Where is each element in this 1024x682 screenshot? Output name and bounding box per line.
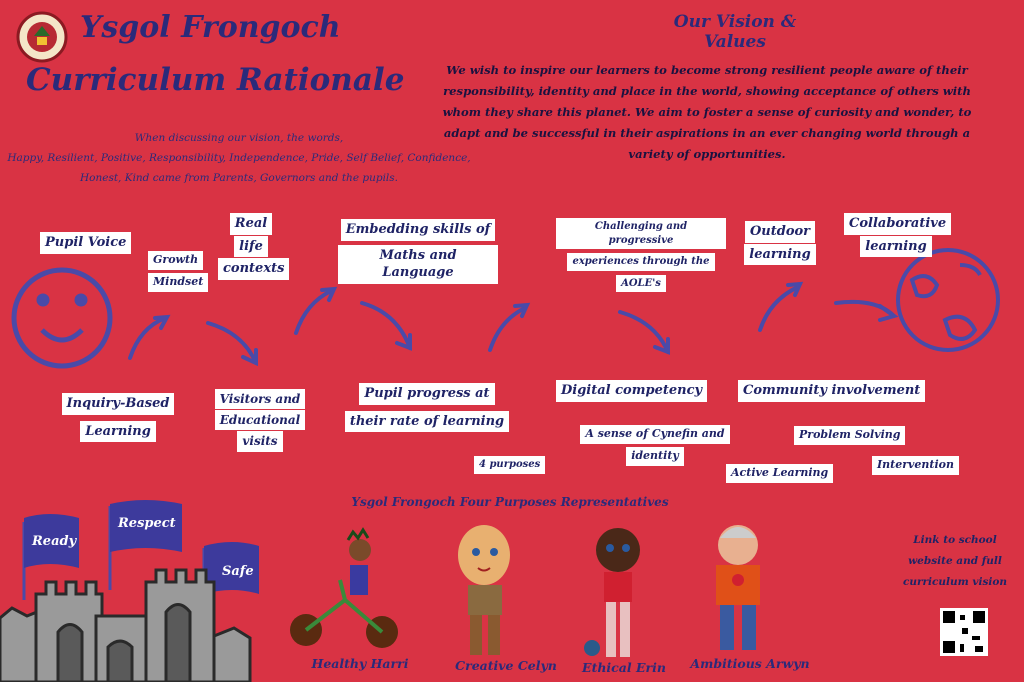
label-collab-line-1: Collaborative [844,213,951,235]
label-contexts: contexts [218,258,289,280]
name-creative-celyn: Creative Celyn [455,658,557,673]
label-collab-line-2: learning [860,236,931,258]
flag-respect: Respect [118,516,176,531]
label-visitors-visits [212,388,308,452]
school-website-link[interactable] [900,530,1010,593]
label-embedding-line-1: Embedding skills of [341,219,495,241]
castle-image [0,570,250,682]
label-active-learning: Active Learning [726,464,833,483]
label-outdoor-learning [744,220,816,265]
label-embedding-line-2: Maths and Language [338,245,498,284]
values-words-line-2: Happy, Resilient, Positive, Responsibility, Independence, Pride, Self Belief, Confidence, [7,152,471,164]
label-visitors-line-3: visits [237,431,282,451]
label-challenging-line-3: AOLE's [616,275,666,293]
label-outdoor-line-1: Outdoor [745,221,815,243]
label-challenging-line-2: experiences through the [567,253,714,271]
globe-icon [898,250,998,350]
name-healthy-harri: Healthy Harri [311,656,409,671]
label-pupil-progress [342,382,512,432]
label-outdoor-line-2: learning [744,244,815,266]
label-pupil-voice: Pupil Voice [40,232,131,254]
label-cynefin [580,422,730,466]
label-4-purposes: 4 purposes [474,456,545,474]
label-progress-line-1: Pupil progress at [359,383,494,405]
label-community-involvement: Community involvement [738,380,925,402]
flag-safe: Safe [222,564,254,579]
vision-heading [640,12,830,52]
label-challenging-experiences [556,218,726,292]
label-digital-competency: Digital competency [556,380,707,402]
flow-arrows [130,284,894,363]
label-real: Real [230,213,272,235]
values-words-line-1: When discussing our vision, the words, [134,132,344,144]
label-problem-solving: Problem Solving [794,426,905,445]
ambitious-arwyn-drawing [716,525,760,650]
values-words [4,128,474,188]
label-mindset: Mindset [148,273,208,292]
label-life: life [234,236,268,258]
representatives-heading: Ysgol Frongoch Four Purposes Representatives [351,495,669,509]
title-line-2: Curriculum Rationale [26,62,405,98]
qr-code-image [940,608,988,656]
label-visitors-line-2: Educational [215,410,306,430]
values-words-line-3: Honest, Kind came from Parents, Governors and the pupils. [79,172,399,184]
vision-heading-line-1: Our Vision & [673,12,797,32]
title-line-1: Ysgol Frongoch [80,10,341,45]
healthy-harri-drawing [290,530,398,648]
label-real-life-contexts [218,212,284,280]
link-line-1: Link to school [913,534,997,546]
label-inquiry-line-1: Inquiry-Based [62,393,175,415]
ethical-erin-drawing [584,528,640,657]
vision-heading-line-2: Values [704,32,766,52]
label-growth: Growth [148,251,203,270]
label-growth-mindset [148,248,208,292]
label-challenging-line-1: Challenging and progressive [556,218,726,249]
vision-text: We wish to inspire our learners to become strong resilient people aware of their responsibility, identity and place in the world, showing acceptance of others with whom they share this planet. We aim to foster a sense of curiosity and wonder, to adapt and be successful in their aspirations in an ever changing world through a variety of opportunities. [442,63,972,161]
label-embedding-skills [338,218,498,284]
creative-celyn-drawing [458,525,510,655]
label-progress-line-2: their rate of learning [345,411,509,433]
label-collaborative-learning [844,212,948,257]
school-logo [18,13,66,61]
link-line-2: website and full [908,555,1002,567]
flag-ready: Ready [32,534,77,549]
link-line-3: curriculum vision [902,576,1008,588]
name-ethical-erin: Ethical Erin [582,660,666,675]
smiley-face-icon [14,270,110,366]
label-intervention: Intervention [872,456,959,475]
label-inquiry-line-2: Learning [80,421,156,443]
name-ambitious-arwyn: Ambitious Arwyn [690,656,810,671]
label-inquiry-based-learning [56,392,180,442]
label-visitors-line-1: Visitors and [215,389,306,409]
label-cynefin-line-1: A sense of Cynefin and [580,425,729,444]
label-cynefin-line-2: identity [626,447,684,466]
